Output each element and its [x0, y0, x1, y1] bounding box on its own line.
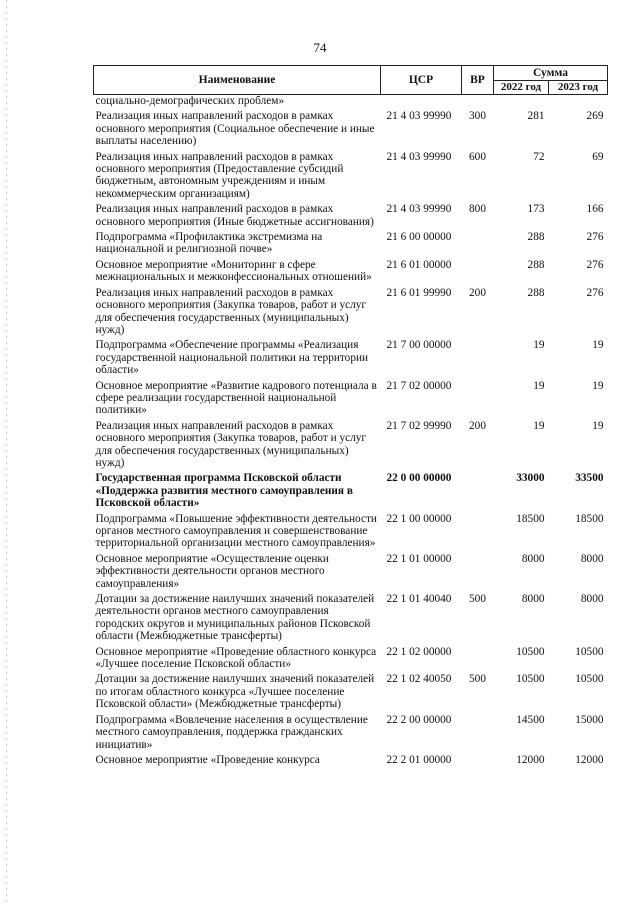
row-name: Реализация иных направлений расходов в рамках основного мероприятия (Предоставление субсидий бюджетным, автономным учреждениям и иным некоммерческим организациям)	[95, 150, 344, 200]
row-sum-2022: 19	[533, 379, 545, 392]
row-name: Реализация иных направлений расходов в рамках основного мероприятия (Социальное обеспечение и иные выплаты населению)	[95, 110, 375, 148]
row-csr: 21 6 01 99990	[386, 286, 452, 299]
header-sum: Сумма	[494, 66, 608, 81]
table-row	[94, 339, 608, 379]
row-name: Государственная программа Псковской области «Поддержка развития местного самоуправления в Псковской области»	[95, 472, 353, 510]
row-name: Дотации за достижение наилучших значений показателей по итогам областного конкурса «Лучшее поселение Псковской области» (Межбюджетные трансферты)	[95, 673, 375, 711]
row-csr: 21 4 03 99990	[386, 203, 452, 216]
row-name: Основное мероприятие «Осуществление оценки эффективности деятельности органов местного самоуправления»	[95, 552, 329, 590]
row-name: Реализация иных направлений расходов в рамках основного мероприятия (Закупка товаров, работ и услуг для обеспечения государственных (муниципальных) нужд)	[95, 419, 367, 469]
row-csr: 22 0 00 00000	[386, 472, 452, 485]
row-sum-2022: 10500	[516, 645, 545, 658]
row-csr: 22 1 00 00000	[386, 512, 452, 525]
row-vr	[462, 95, 494, 111]
row-vr	[462, 513, 494, 553]
row-csr: 21 6 00 00000	[386, 231, 452, 244]
row-vr: 200	[469, 286, 486, 299]
row-sum-2023: 276	[586, 258, 604, 271]
row-vr	[462, 714, 494, 754]
row-sum-2022: 10500	[516, 673, 545, 686]
row-sum-2022: 288	[527, 231, 545, 244]
row-vr	[462, 231, 494, 259]
header-year-2023: 2023 год	[549, 81, 608, 95]
row-sum-2023: 12000	[575, 753, 604, 766]
row-csr: 22 1 02 40050	[386, 673, 452, 686]
row-sum-2023	[549, 95, 608, 111]
row-sum-2023: 276	[586, 231, 604, 244]
row-name: Реализация иных направлений расходов в рамках основного мероприятия (Иные бюджетные ассигнования)	[95, 203, 374, 228]
row-sum-2022: 173	[527, 203, 545, 216]
row-name: Основное мероприятие «Проведение областного конкурса «Лучшее поселение Псковской области»	[95, 645, 377, 671]
scan-edge	[6, 0, 7, 905]
row-sum-2023: 15000	[575, 713, 604, 726]
row-sum-2022: 12000	[516, 753, 545, 766]
table-row	[94, 95, 608, 111]
row-sum-2023: 269	[586, 110, 604, 123]
row-sum-2023: 166	[586, 203, 604, 216]
row-sum-2023: 8000	[580, 552, 604, 565]
header-csr: ЦСР	[381, 66, 462, 95]
table-row	[94, 151, 608, 204]
table-row	[94, 420, 608, 473]
row-sum-2022: 19	[533, 419, 545, 432]
row-csr: 21 7 02 00000	[386, 379, 452, 392]
row-sum-2023: 10500	[575, 645, 604, 658]
row-vr	[462, 472, 494, 512]
table-row	[94, 673, 608, 713]
header-vr: ВР	[462, 66, 494, 95]
table-row	[94, 472, 608, 512]
row-name: Подпрограмма «Повышение эффективности деятельности органов местного самоуправления и совершенствование территориальной организации местного самоуправления»	[95, 512, 377, 550]
table-row	[94, 287, 608, 340]
row-sum-2022	[494, 95, 549, 111]
row-name: Реализация иных направлений расходов в рамках основного мероприятия (Закупка товаров, работ и услуг для обеспечения государственных (муниципальных) нужд)	[95, 286, 367, 336]
table-row	[94, 259, 608, 287]
row-csr: 22 1 02 00000	[386, 645, 452, 658]
row-sum-2023: 276	[586, 286, 604, 299]
row-sum-2022: 19	[533, 339, 545, 352]
row-vr: 600	[469, 150, 486, 163]
header-year-2022: 2022 год	[494, 81, 549, 95]
row-vr: 800	[469, 203, 486, 216]
row-sum-2022: 72	[533, 150, 545, 163]
row-csr: 21 4 03 99990	[386, 150, 452, 163]
row-csr: 21 7 00 00000	[386, 339, 452, 352]
row-name: социально-демографических проблем»	[95, 95, 285, 107]
row-vr	[462, 754, 494, 769]
row-csr	[381, 95, 462, 111]
row-vr	[462, 646, 494, 674]
header-name: Наименование	[94, 66, 381, 95]
row-sum-2023: 19	[592, 419, 604, 432]
row-name: Основное мероприятие «Проведение конкурса	[95, 753, 320, 766]
row-sum-2023: 19	[592, 339, 604, 352]
row-vr	[462, 259, 494, 287]
table-row	[94, 553, 608, 593]
row-sum-2022: 18500	[516, 512, 545, 525]
table-body	[94, 95, 608, 770]
row-sum-2022: 8000	[521, 593, 545, 606]
row-sum-2023: 18500	[575, 512, 604, 525]
row-name: Подпрограмма «Вовлечение населения в осуществление местного самоуправления, поддержка гражданских инициатив»	[95, 713, 368, 751]
row-csr: 22 2 00 00000	[386, 713, 452, 726]
row-sum-2023: 8000	[580, 593, 604, 606]
row-csr: 21 6 01 00000	[386, 258, 452, 271]
row-name: Подпрограмма «Обеспечение программы «Реализация государственной национальной политики на территории области»	[95, 339, 369, 377]
table-row	[94, 593, 608, 646]
table-row	[94, 203, 608, 231]
table-row	[94, 231, 608, 259]
row-vr	[462, 380, 494, 420]
row-csr: 22 2 01 00000	[386, 753, 452, 766]
row-sum-2022: 8000	[521, 552, 545, 565]
row-csr: 21 4 03 99990	[386, 110, 452, 123]
row-sum-2022: 288	[527, 286, 545, 299]
row-name: Основное мероприятие «Мониторинг в сфере межнациональных и межконфессиональных отношений»	[95, 258, 372, 284]
row-sum-2022: 33000	[516, 472, 545, 485]
row-name: Дотации за достижение наилучших значений показателей деятельности органов местного самоуправления городских округов и муниципальных районов Псковской области (Межбюджетные трансферты)	[95, 593, 375, 643]
row-csr: 22 1 01 40040	[386, 593, 452, 606]
row-vr: 500	[469, 673, 486, 686]
row-sum-2022: 14500	[516, 713, 545, 726]
row-sum-2023: 19	[592, 379, 604, 392]
table-row	[94, 110, 608, 150]
row-vr: 500	[469, 593, 486, 606]
row-csr: 21 7 02 99990	[386, 419, 452, 432]
row-sum-2023: 69	[592, 150, 604, 163]
row-vr: 300	[469, 110, 486, 123]
row-sum-2022: 288	[527, 258, 545, 271]
row-vr: 200	[469, 419, 486, 432]
row-sum-2023: 33500	[575, 472, 604, 485]
table-row	[94, 754, 608, 769]
table-row	[94, 380, 608, 420]
row-sum-2022: 281	[527, 110, 545, 123]
row-name: Основное мероприятие «Развитие кадрового потенциала в сфере реализации государственной национальной политики»	[95, 379, 377, 417]
table-row	[94, 714, 608, 754]
row-vr	[462, 339, 494, 379]
row-sum-2023: 10500	[575, 673, 604, 686]
table-row	[94, 513, 608, 553]
row-name: Подпрограмма «Профилактика экстремизма на национальной и религиозной почве»	[95, 231, 323, 256]
table-row	[94, 646, 608, 674]
row-vr	[462, 553, 494, 593]
page-number: 74	[313, 40, 327, 55]
row-csr: 22 1 01 00000	[386, 552, 452, 565]
budget-table	[93, 65, 608, 769]
